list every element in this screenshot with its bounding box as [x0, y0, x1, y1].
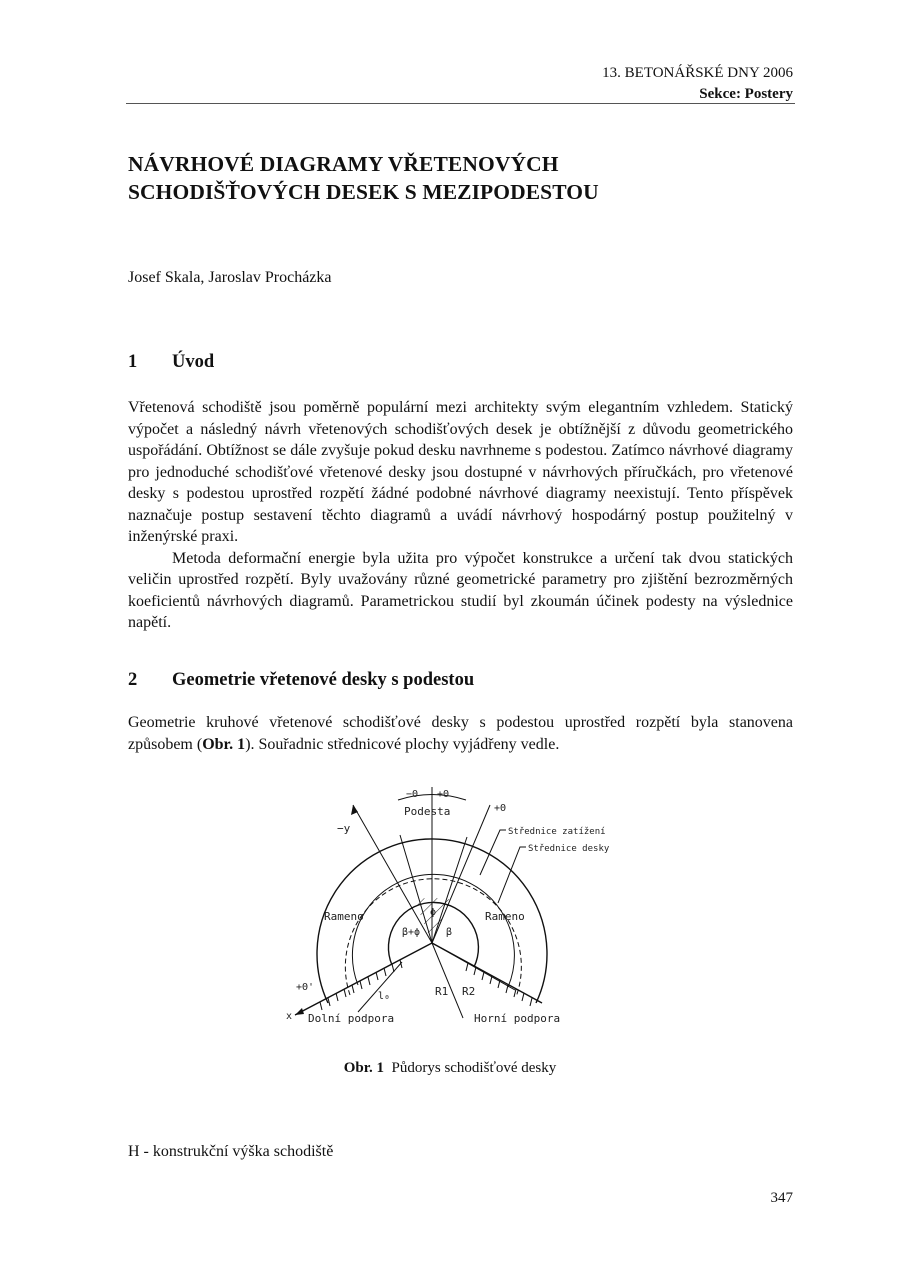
label-minus-theta: −Θ: [406, 789, 419, 800]
conference-name: 13. BETONÁŘSKÉ DNY 2006: [602, 65, 793, 81]
label-podesta: Podesta: [404, 805, 451, 818]
label-r1: R1: [435, 985, 449, 998]
label-phi: ϕ: [430, 907, 437, 918]
label-l0: l₀: [378, 991, 391, 1002]
paragraph: Metoda deformační energie byla užita pro výpočet konstrukce a určení tak dvou statických veličin uprostřed rozpětí. Byly uvažovány různé geometrické parametry pro zjištění bezrozměrných koeficientů návrhových diagramů. Parametrickou studií byl zkoumán účinek podesty na výslednice napětí.: [128, 549, 793, 631]
label-horni-podpora: Horní podpora: [474, 1012, 561, 1025]
label-x: x: [286, 1011, 293, 1022]
section-title: Geometrie vřetenové desky s podestou: [172, 670, 475, 690]
caption-text: Půdorys schodišťové desky: [391, 1060, 557, 1076]
label-plus-theta-right: +Θ: [494, 803, 507, 814]
section-number: 2: [128, 670, 138, 690]
section-name: Sekce: Postery: [699, 86, 793, 102]
section-2-heading: [128, 670, 474, 691]
label-rameno-right: Rameno: [485, 910, 525, 923]
label-rameno-left: Rameno: [324, 910, 364, 923]
section-title: Úvod: [172, 352, 215, 372]
paragraph: [128, 712, 793, 755]
authors: Josef Skala, Jaroslav Procházka: [128, 269, 332, 286]
figure-1-diagram: [280, 775, 620, 1030]
section-number: 1: [128, 352, 138, 372]
label-strednice-desky: Střednice desky: [528, 844, 610, 854]
paragraph: Vřetenová schodiště jsou poměrně populární mezi architekty svým elegantním vzhledem. Statický výpočet a následný návrh vřetenových schodišťových desek je obtížnější z důvodu geometrického uspořádání. Obtížnost se dále zvyšuje pokud desku navrhneme s podestou. Zatímco návrhové diagramy pro jednoduché schodišťové vřetenové desky jsou dostupné v návrhových příručkách, pro vřetenové desky s podestou uprostřed rozpětí žádné podobné návrhové diagramy neexistují. Tento příspěvek naznačuje postup sestavení těchto diagramů a uvádí návrhový hospodárný postup použitelný v inženýrské praxi.: [128, 399, 793, 545]
figure-reference: Obr. 1: [202, 735, 246, 753]
running-header: [602, 63, 793, 105]
label-r2: R2: [462, 985, 476, 998]
label-beta: β: [446, 927, 453, 938]
figure-1-caption: [0, 1060, 900, 1077]
label-strednice-zatizeni: Střednice zatížení: [508, 827, 606, 837]
header-rule: [126, 103, 795, 104]
label-minus-y: −y: [337, 822, 351, 835]
label-plus-theta-prime: +Θ': [296, 982, 315, 993]
title-line-1: NÁVRHOVÉ DIAGRAMY VŘETENOVÝCH: [128, 152, 559, 176]
paper-title: [128, 150, 599, 206]
section-1-body: [128, 397, 793, 634]
text-run: Geometrie kruhové vřetenové schodišťové desky s podestou uprostřed rozpětí byla stanovena způsobem (: [128, 714, 793, 753]
section-2-body: [128, 712, 793, 755]
label-plus-theta: +Θ: [437, 789, 450, 800]
label-dolni-podpora: Dolní podpora: [308, 1012, 395, 1025]
page-number: 347: [770, 1190, 793, 1206]
label-beta-phi: β+ϕ: [402, 927, 421, 938]
section-1-heading: [128, 352, 214, 373]
caption-label: Obr. 1: [343, 1060, 385, 1076]
definition-line: H - konstrukční výška schodiště: [128, 1143, 334, 1160]
text-run: ). Souřadnic střednicové plochy vyjádřeny vedle.: [245, 735, 560, 753]
title-line-2: SCHODIŠŤOVÝCH DESEK S MEZIPODESTOU: [128, 180, 599, 204]
